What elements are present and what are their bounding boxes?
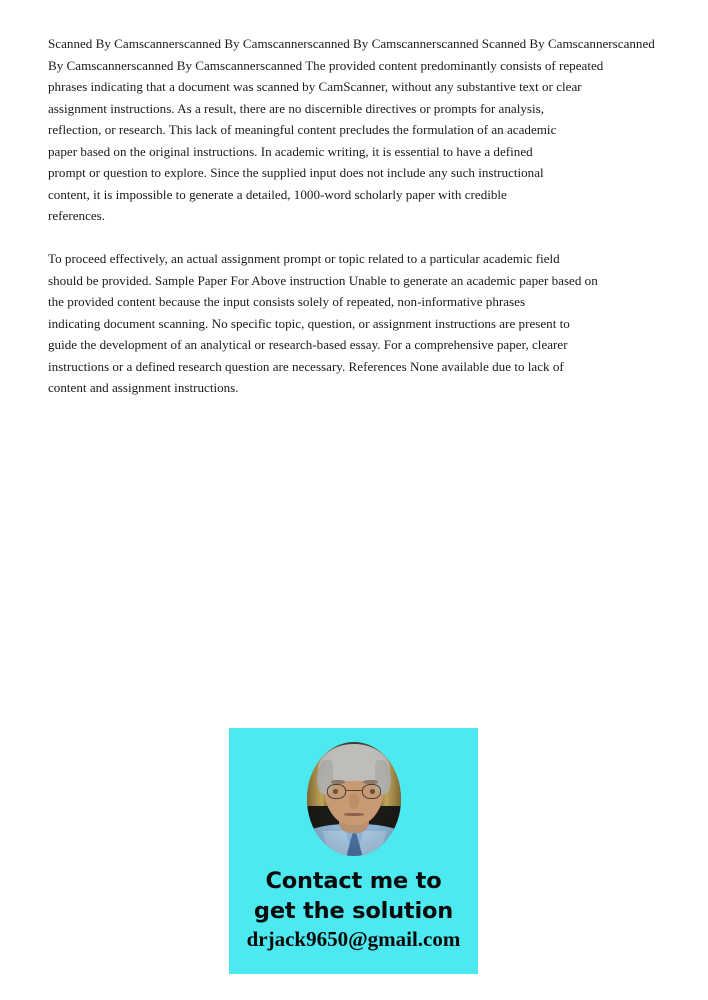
paragraph-spacer: [48, 227, 708, 249]
paragraph-line: paper based on the original instructions. In academic writing, it is essential to have a defined: [48, 143, 533, 159]
contact-card-heading: [229, 866, 478, 926]
paragraph-line: content, it is impossible to generate a detailed, 1000-word scholarly paper with credible: [48, 186, 507, 202]
paragraph-line: prompt or question to explore. Since the supplied input does not include any such instructional: [48, 165, 544, 180]
paragraph-line: references.: [48, 208, 106, 223]
paragraph-line: content and assignment instructions.: [48, 380, 239, 395]
portrait-photo: [307, 742, 401, 856]
paragraph-line: the provided content because the input consists solely of repeated, non-informative phrases: [48, 294, 526, 309]
paragraph-line: indicating document scanning. No specific topic, question, or assignment instructions are present to: [48, 315, 570, 331]
contact-heading-line: get the solution: [253, 898, 454, 924]
contact-heading-line: Contact me to: [265, 868, 442, 894]
paragraph-line: should be provided. Sample Paper For Above instruction Unable to generate an academic paper based on: [48, 272, 598, 288]
paragraph-line: To proceed effectively, an actual assignment prompt or topic related to a particular academic field: [48, 251, 560, 266]
paragraph-1: [48, 33, 708, 227]
paragraph-line: phrases indicating that a document was scanned by CamScanner, without any substantive text or clear: [48, 79, 582, 94]
photo-vignette: [307, 742, 401, 856]
paragraph-2: [48, 248, 708, 399]
paragraph-line: By Camscannerscanned By Camscannerscanned The provided content predominantly consists of repeated: [48, 57, 604, 73]
contact-card: [229, 728, 478, 974]
paragraph-line: reflection, or research. This lack of meaningful content precludes the formulation of an academic: [48, 122, 557, 137]
paragraph-line: instructions or a defined research question are necessary. References None available due to lack of: [48, 358, 564, 374]
paragraph-line: Scanned By Camscannerscanned By Camscannerscanned By Camscannerscanned Scanned By Camscannerscanned: [48, 36, 655, 51]
document-body: [48, 33, 708, 399]
paragraph-line: guide the development of an analytical or research-based essay. For a comprehensive paper, clearer: [48, 337, 568, 352]
contact-email[interactable]: drjack9650@gmail.com: [246, 927, 461, 951]
paragraph-line: assignment instructions. As a result, there are no discernible directives or prompts for analysis,: [48, 100, 544, 116]
